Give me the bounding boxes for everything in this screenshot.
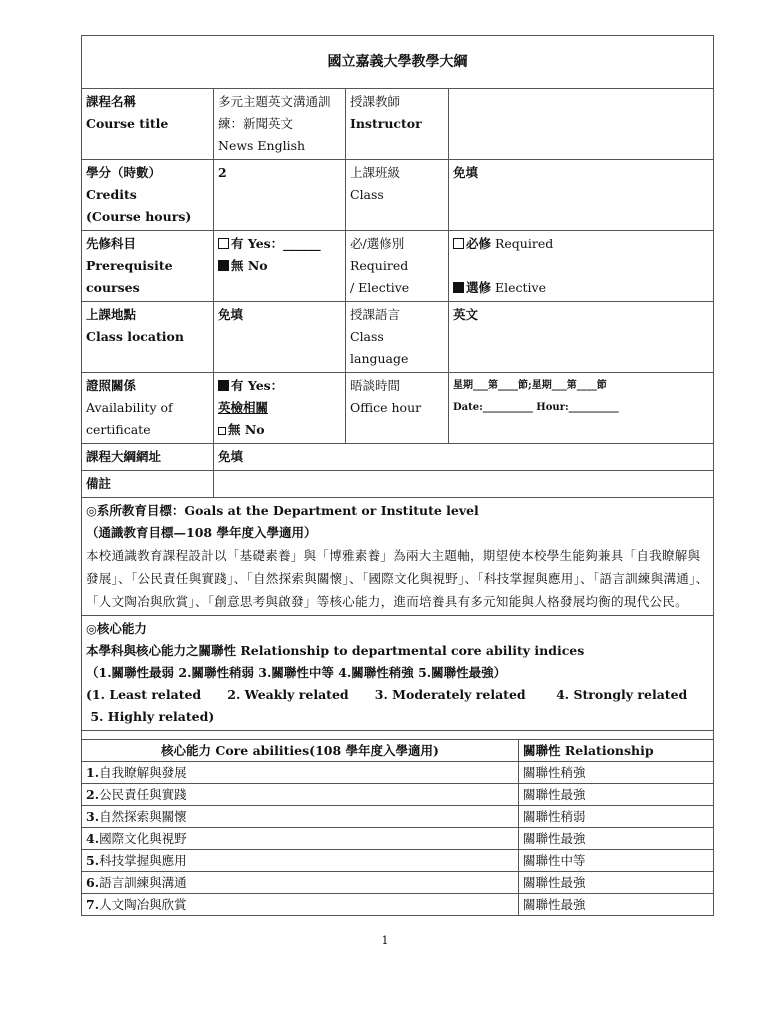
instructor-label: 授課教師 Instructor xyxy=(346,89,449,160)
table-row xyxy=(82,806,714,828)
location-value: 免填 xyxy=(214,302,346,373)
course-title-value: 多元主題英文溝通訓練：新聞英文 News English xyxy=(214,89,346,160)
credits-value: 2 xyxy=(214,160,346,231)
language-label: 授課語言 Class language xyxy=(346,302,449,373)
office-hour-value: 星期___第____節;星期___第____節 Date:__________ Hour:__________ xyxy=(449,373,714,444)
prerequisite-no-checkbox[interactable] xyxy=(218,260,229,271)
certificate-no-checkbox[interactable] xyxy=(218,427,226,435)
core-ability-section: ◎核心能力 本學科與核心能力之關聯性 Relationship to departmental core ability indices （1.關聯性最弱 2.關聯性稍弱 3.關聯性中等 4.關聯性稍強 5.關聯性最強） (1. Least related 2. Weakly related 3. Moderately related 4. Strongly related 5. Highly related) xyxy=(82,616,714,731)
class-value: 免填 xyxy=(449,160,714,231)
class-label: 上課班級 Class xyxy=(346,160,449,231)
table-row xyxy=(82,872,714,894)
ability-name: 科技掌握與應用 xyxy=(99,853,187,868)
goals-section xyxy=(82,498,714,616)
core-heading: ◎核心能力 xyxy=(86,621,147,636)
ability-relation: 關聯性最強 xyxy=(519,872,714,894)
course-title-label: 課程名稱 Course title xyxy=(82,89,214,160)
course-info-table xyxy=(81,35,714,731)
table-row xyxy=(82,894,714,916)
ability-name: 國際文化與視野 xyxy=(99,831,187,846)
ability-number: 7. xyxy=(86,897,100,912)
syllabus-page xyxy=(81,35,713,916)
prerequisite-yes-checkbox[interactable] xyxy=(218,238,229,249)
ability-name: 語言訓練與溝通 xyxy=(99,875,187,890)
language-value: 英文 xyxy=(449,302,714,373)
goals-heading: ◎系所教育目標：Goals at the Department or Institute level xyxy=(86,503,479,518)
required-elective-label: 必/選修別 Required / Elective xyxy=(346,231,449,302)
syllabus-url-label: 課程大綱網址 xyxy=(82,444,214,471)
ability-number: 1. xyxy=(86,765,100,780)
page-number: 1 xyxy=(381,934,389,947)
ability-name: 自然探索與關懷 xyxy=(99,809,187,824)
remarks-value xyxy=(214,471,714,498)
document-title: 國立嘉義大學教學大綱 xyxy=(82,36,714,89)
goals-text: 本校通識教育課程設計以「基礎素養」與「博雅素養」為兩大主題軸，期望使本校學生能夠兼具「自我瞭解與發展」、「公民責任與實踐」、「自然探索與關懷」、「國際文化與視野」、「科技掌握與應用」、「語言訓練與溝通」、「人文陶冶與欣賞」、「創意思考與啟發」等核心能力，進而培養具有多元知能與人格發展均衡的現代公民。 xyxy=(86,548,709,609)
instructor-value xyxy=(449,89,714,160)
certificate-yes-checkbox[interactable] xyxy=(218,380,229,391)
prerequisite-options: 有 Yes：______ 無 No xyxy=(214,231,346,302)
ability-name: 自我瞭解與發展 xyxy=(99,765,187,780)
elective-checkbox[interactable] xyxy=(453,282,464,293)
table-row xyxy=(82,850,714,872)
core-ability-table xyxy=(81,731,714,916)
syllabus-url-value: 免填 xyxy=(214,444,714,471)
ability-relation: 關聯性最強 xyxy=(519,828,714,850)
ability-number: 4. xyxy=(86,831,100,846)
core-ability-header: 核心能力 Core abilities(108 學年度入學適用) 關聯性 Relationship xyxy=(82,740,714,762)
ability-number: 6. xyxy=(86,875,100,890)
table-row xyxy=(82,828,714,850)
table-row xyxy=(82,784,714,806)
ability-relation: 關聯性最強 xyxy=(519,784,714,806)
credits-label: 學分（時數） Credits (Course hours) xyxy=(82,160,214,231)
ability-relation: 關聯性中等 xyxy=(519,850,714,872)
required-elective-options: 必修 Required 選修 Elective xyxy=(449,231,714,302)
certificate-label: 證照關係 Availability of certificate xyxy=(82,373,214,444)
table-row xyxy=(82,762,714,784)
ability-relation: 關聯性稍強 xyxy=(519,762,714,784)
ability-relation: 關聯性稍弱 xyxy=(519,806,714,828)
ability-name: 人文陶冶與欣賞 xyxy=(99,897,187,912)
prerequisite-label: 先修科目 Prerequisite courses xyxy=(82,231,214,302)
remarks-label: 備註 xyxy=(82,471,214,498)
goals-subheading: （通識教育目標—108 學年度入學適用） xyxy=(86,525,317,540)
certificate-options: 有 Yes： 英檢相關 無 No xyxy=(214,373,346,444)
ability-number: 5. xyxy=(86,853,100,868)
ability-name: 公民責任與實踐 xyxy=(99,787,187,802)
office-hour-label: 晤談時間 Office hour xyxy=(346,373,449,444)
ability-number: 2. xyxy=(86,787,100,802)
ability-number: 3. xyxy=(86,809,100,824)
required-checkbox[interactable] xyxy=(453,238,464,249)
location-label: 上課地點 Class location xyxy=(82,302,214,373)
ability-relation: 關聯性最強 xyxy=(519,894,714,916)
